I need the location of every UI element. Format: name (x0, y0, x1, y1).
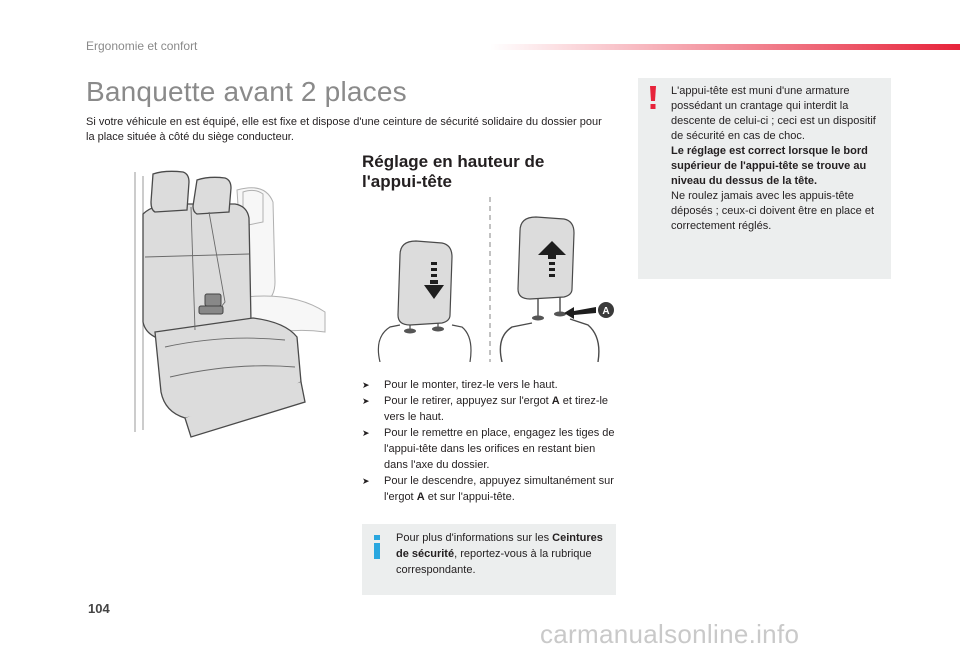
arrow-right-icon: ➤ (362, 396, 370, 406)
watermark: carmanualsonline.info (540, 619, 800, 649)
info-box (362, 524, 616, 595)
exclamation-icon (648, 85, 658, 109)
section-subtitle: Réglage en hauteur de l'appui-tête (362, 152, 545, 191)
page-title: Banquette avant 2 places (86, 76, 407, 107)
instruction-item: ➤ Pour le descendre, appuyez simultanément sur l'ergot A et sur l'appui-tête. (362, 475, 614, 503)
instruction-item: ➤ Pour le monter, tirez-le vers le haut. (362, 379, 558, 391)
warning-text: L'appui-tête est muni d'une armature possédant un crantage qui interdit la descente de celui-ci ; ceci est un dispositif de sécurité en cas de choc. Le réglage est correct lorsque le bord supérieur de l'appui-tête se trouve au niveau du dessus de la tête. Ne roulez jamais avec les appuis-tête déposés ; ceux-ci doivent être en place et correctement réglés. (671, 85, 876, 232)
bench-seat-illustration (125, 162, 345, 442)
label-a: A (602, 306, 610, 317)
headrest-adjustment-illustration (370, 197, 620, 362)
arrow-left-icon (564, 307, 596, 319)
arrow-right-icon: ➤ (362, 476, 370, 486)
section-header: Ergonomie et confort (86, 39, 198, 53)
info-icon (370, 533, 384, 559)
instruction-list (362, 377, 620, 505)
instruction-item: ➤ Pour le retirer, appuyez sur l'ergot A et tirez-le vers le haut. (362, 395, 609, 423)
info-text: Pour plus d'informations sur les Ceintures de sécurité, reportez-vous à la rubrique correspondante. (396, 532, 603, 576)
intro-paragraph: Si votre véhicule en est équipé, elle est fixe et dispose d'une ceinture de sécurité solidaire du dossier pour la place située à côté du siège conducteur. (86, 116, 602, 143)
instruction-item: ➤ Pour le remettre en place, engagez les tiges de l'appui-tête dans les orifices en restant bien dans l'axe du dossier. (362, 427, 615, 471)
header-accent-bar (490, 44, 960, 50)
arrow-right-icon: ➤ (362, 428, 370, 438)
warning-box (638, 78, 891, 279)
arrow-right-icon: ➤ (362, 380, 370, 390)
page-number: 104 (88, 601, 110, 616)
